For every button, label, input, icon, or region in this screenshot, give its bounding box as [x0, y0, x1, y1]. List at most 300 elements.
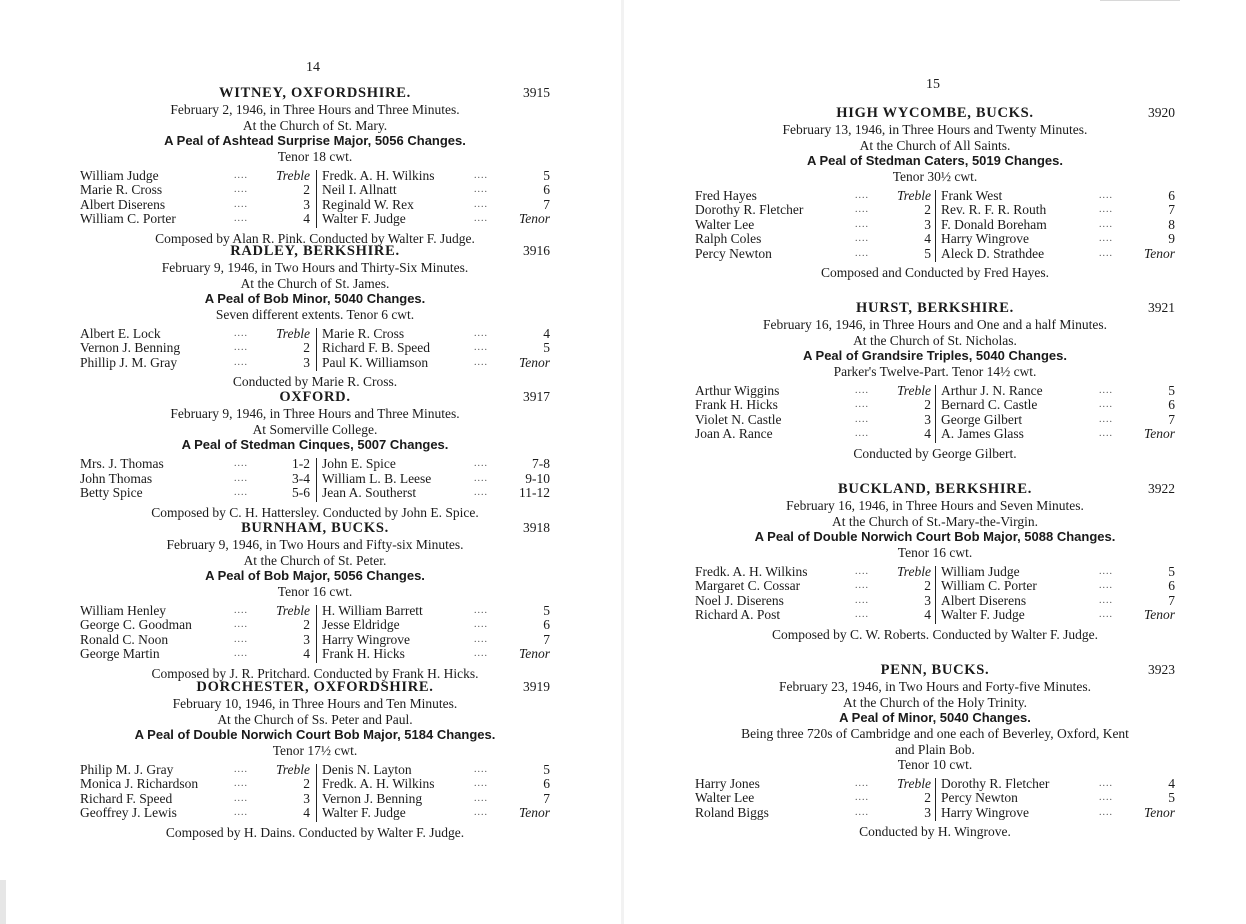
- peal-record: [695, 104, 1175, 281]
- column-divider: [935, 385, 936, 443]
- peal-method: A Peal of Ashtead Surprise Major, 5056 Changes.: [164, 133, 466, 148]
- peal-heading: [80, 242, 550, 260]
- column-divider: [935, 778, 936, 822]
- leader-dots: ....: [234, 169, 248, 181]
- leader-dots: ....: [234, 778, 248, 789]
- page-edge-shadow: [0, 880, 6, 924]
- bell-number: 9-10: [525, 470, 550, 486]
- peal-heading: [695, 299, 1175, 317]
- ringer-row: [695, 398, 931, 413]
- ringer-name: Albert E. Lock: [80, 325, 161, 341]
- ringer-row: [322, 356, 550, 371]
- bell-number: 2: [303, 776, 310, 791]
- bell-number: 7: [1168, 202, 1175, 217]
- leader-dots: ....: [234, 487, 248, 498]
- ringer-row: [941, 203, 1175, 218]
- bell-number: 2: [924, 578, 931, 593]
- ringer-name: Aleck D. Strathdee: [941, 245, 1045, 261]
- ringer-row: [695, 608, 931, 623]
- ringer-name: Ralph Coles: [695, 231, 762, 246]
- ringer-name: Albert Diserens: [80, 196, 166, 212]
- bell-number: 3: [924, 804, 931, 820]
- ringer-name: Dorothy R. Fletcher: [695, 202, 804, 217]
- ringer-name: Ronald C. Noon: [80, 631, 169, 647]
- ringers-band: [695, 384, 1175, 446]
- ringer-name: William C. Porter: [941, 578, 1037, 593]
- ringer-name: Percy Newton: [941, 790, 1018, 805]
- peal-detail: Tenor 30½ cwt.: [892, 169, 978, 184]
- ringer-row: [941, 565, 1175, 580]
- ringer-name: Frank H. Hicks: [695, 397, 778, 412]
- peal-credits: Conducted by George Gilbert.: [853, 445, 1017, 461]
- leader-dots: ....: [855, 399, 869, 410]
- leader-dots: ....: [1099, 384, 1113, 396]
- peal-credits: Composed by J. R. Pritchard. Conducted by Frank H. Hicks.: [151, 665, 479, 681]
- ringers-column-left: [80, 604, 310, 662]
- ringer-name: Arthur J. N. Rance: [941, 382, 1043, 398]
- bell-number: 3: [924, 592, 931, 608]
- leader-dots: ....: [1099, 189, 1113, 201]
- ringer-name: Phillip J. M. Gray: [80, 354, 178, 370]
- ringers-band: [80, 604, 550, 666]
- peal-detail: Tenor 16 cwt.: [897, 545, 973, 560]
- ringer-name: Vernon J. Benning: [322, 790, 423, 806]
- ringer-row: [322, 486, 550, 501]
- ringer-name: Paul K. Williamson: [322, 354, 429, 370]
- ringer-name: George Martin: [80, 646, 160, 661]
- peal-number: 3921: [1148, 300, 1175, 315]
- ringer-name: George C. Goodman: [80, 617, 192, 632]
- ringer-row: [941, 232, 1175, 247]
- ringer-name: H. William Barrett: [322, 602, 423, 618]
- ringer-name: Walter F. Judge: [322, 805, 406, 820]
- bell-number: 6: [543, 617, 550, 632]
- bell-number: 4: [1168, 775, 1175, 791]
- ringer-row: [695, 247, 931, 262]
- ringer-name: Harry Wingrove: [941, 804, 1030, 820]
- bell-number: Tenor: [1143, 426, 1175, 441]
- bell-number: 4: [303, 646, 310, 661]
- ringers-column-left: [695, 565, 931, 623]
- bell-number: 7: [543, 196, 550, 212]
- ringer-row: [80, 604, 310, 619]
- peal-venue: At the Church of the Holy Trinity.: [843, 694, 1027, 710]
- leader-dots: ....: [474, 807, 488, 818]
- ringer-name: Roland Biggs: [695, 804, 769, 820]
- peal-number: 3919: [523, 679, 550, 694]
- ringer-name: William Judge: [80, 167, 159, 183]
- ringers-band: [695, 777, 1175, 825]
- leader-dots: ....: [234, 619, 248, 630]
- ringers-band: [695, 565, 1175, 627]
- ringer-name: Walter Lee: [695, 790, 755, 805]
- ringer-row: [695, 218, 931, 233]
- ringer-row: [695, 232, 931, 247]
- bell-number: 7: [1168, 411, 1175, 427]
- peal-heading: [80, 678, 550, 696]
- leader-dots: ....: [855, 594, 869, 606]
- bell-number: 5: [924, 245, 931, 261]
- peal-credits: Composed and Conducted by Fred Hayes.: [821, 265, 1049, 280]
- leader-dots: ....: [474, 213, 488, 224]
- ringer-name: Fredk. A. H. Wilkins: [695, 563, 808, 579]
- bell-number: Treble: [275, 602, 310, 618]
- bell-number: 3: [303, 196, 310, 212]
- peal-credits: Composed by C. H. Hattersley. Conducted by John E. Spice.: [151, 504, 479, 520]
- leader-dots: ....: [855, 384, 869, 396]
- leader-dots: ....: [1099, 218, 1113, 230]
- leader-dots: ....: [1099, 413, 1113, 425]
- ringer-row: [322, 647, 550, 662]
- bell-number: 5-6: [292, 485, 310, 500]
- bell-number: 5: [543, 167, 550, 183]
- peal-detail: Parker's Twelve-Part. Tenor 14½ cwt.: [833, 364, 1037, 379]
- bell-number: 2: [924, 202, 931, 217]
- leader-dots: ....: [474, 633, 488, 645]
- ringer-name: Joan A. Rance: [695, 426, 773, 441]
- bell-number: 3: [924, 411, 931, 427]
- leader-dots: ....: [234, 327, 248, 339]
- ringer-row: [80, 618, 310, 633]
- ringer-name: George Gilbert: [941, 411, 1023, 427]
- ringer-name: Betty Spice: [80, 485, 143, 500]
- peal-number: 3916: [523, 243, 550, 258]
- leader-dots: ....: [1099, 594, 1113, 606]
- ringer-row: [322, 633, 550, 648]
- ringer-name: A. James Glass: [941, 426, 1024, 441]
- peal-detail: Tenor 10 cwt.: [897, 757, 973, 772]
- ringers-column-right: [941, 777, 1175, 821]
- leader-dots: ....: [1099, 399, 1113, 410]
- bell-number: 6: [1168, 578, 1175, 593]
- ringer-name: Walter F. Judge: [941, 607, 1025, 622]
- ringer-row: [695, 579, 931, 594]
- bell-number: 3: [303, 790, 310, 806]
- peal-venue: At the Church of St. Nicholas.: [853, 332, 1017, 348]
- bell-number: 4: [543, 325, 550, 341]
- ringer-name: Bernard C. Castle: [941, 397, 1038, 412]
- ringer-name: Noel J. Diserens: [695, 592, 784, 608]
- ringer-row: [80, 457, 310, 472]
- leader-dots: ....: [474, 356, 488, 368]
- ringer-name: Mrs. J. Thomas: [80, 456, 164, 471]
- page-edge-mark: [1100, 0, 1180, 1]
- leader-dots: ....: [1099, 609, 1113, 620]
- bell-number: Tenor: [518, 646, 550, 661]
- peal-venue: At the Church of St.-Mary-the-Virgin.: [832, 513, 1038, 529]
- column-divider: [316, 170, 317, 228]
- leader-dots: ....: [474, 778, 488, 789]
- ringers-column-left: [80, 763, 310, 821]
- peal-record: [695, 299, 1175, 462]
- peal-location: HIGH WYCOMBE, BUCKS.: [836, 105, 1034, 121]
- leader-dots: ....: [234, 633, 248, 645]
- peal-method: A Peal of Minor, 5040 Changes.: [839, 710, 1031, 725]
- leader-dots: ....: [234, 458, 248, 469]
- bell-number: 6: [1168, 187, 1175, 203]
- peal-record: [80, 84, 550, 247]
- peal-method: A Peal of Grandsire Triples, 5040 Changes.: [803, 348, 1067, 363]
- ringers-column-right: [322, 604, 550, 662]
- peal-date: February 2, 1946, in Three Hours and Three Minutes.: [170, 102, 460, 117]
- ringer-name: William Judge: [941, 563, 1020, 579]
- ringer-name: Fredk. A. H. Wilkins: [322, 167, 435, 183]
- ringer-name: Fredk. A. H. Wilkins: [322, 776, 435, 791]
- ringer-name: Harry Wingrove: [941, 231, 1030, 246]
- peal-location: HURST, BERKSHIRE.: [856, 300, 1014, 316]
- ringer-name: Richard A. Post: [695, 607, 781, 622]
- ringer-name: Jean A. Southerst: [322, 485, 417, 500]
- leader-dots: ....: [855, 247, 869, 259]
- bell-number: 1-2: [292, 456, 310, 471]
- leader-dots: ....: [234, 213, 248, 224]
- leader-dots: ....: [855, 413, 869, 425]
- peal-method: A Peal of Bob Minor, 5040 Changes.: [204, 291, 426, 306]
- ringer-row: [80, 486, 310, 501]
- peal-heading: [80, 519, 550, 537]
- ringer-row: [80, 763, 310, 778]
- ringer-name: Harry Jones: [695, 775, 760, 791]
- bell-number: 7: [543, 790, 550, 806]
- ringer-row: [941, 791, 1175, 806]
- column-divider: [316, 605, 317, 663]
- leader-dots: ....: [855, 204, 869, 215]
- ringer-row: [695, 384, 931, 399]
- ringers-column-left: [695, 777, 931, 821]
- ringer-name: Monica J. Richardson: [80, 776, 199, 791]
- ringers-column-right: [941, 384, 1175, 442]
- ringer-name: Philip M. J. Gray: [80, 761, 174, 777]
- ringer-row: [322, 792, 550, 807]
- bell-number: 2: [924, 397, 931, 412]
- ringers-band: [80, 327, 550, 375]
- ringer-row: [80, 792, 310, 807]
- bell-number: 7: [1168, 592, 1175, 608]
- peal-date: February 10, 1946, in Three Hours and Ten Minutes.: [172, 696, 458, 711]
- leader-dots: ....: [234, 648, 248, 659]
- bell-number: 5: [543, 340, 550, 355]
- peal-location: BURNHAM, BUCKS.: [241, 520, 389, 536]
- ringer-name: Walter Lee: [695, 216, 755, 232]
- ringer-row: [941, 427, 1175, 442]
- peal-venue: At Somerville College.: [252, 421, 378, 437]
- peal-number: 3915: [523, 85, 550, 100]
- bell-number: Tenor: [518, 354, 550, 370]
- leader-dots: ....: [1099, 204, 1113, 215]
- ringer-row: [322, 777, 550, 792]
- leader-dots: ....: [855, 806, 869, 818]
- ringers-column-right: [322, 169, 550, 227]
- leader-dots: ....: [855, 609, 869, 620]
- ringer-name: Geoffrey J. Lewis: [80, 805, 177, 820]
- peal-heading: [695, 661, 1175, 679]
- peal-venue: At the Church of All Saints.: [859, 137, 1011, 153]
- ringer-row: [322, 183, 550, 198]
- peal-method: A Peal of Stedman Cinques, 5007 Changes.: [181, 437, 449, 452]
- ringer-name: William Henley: [80, 602, 167, 618]
- leader-dots: ....: [474, 792, 488, 804]
- peal-record: [695, 661, 1175, 840]
- leader-dots: ....: [474, 184, 488, 195]
- ringer-row: [322, 327, 550, 342]
- peal-detail: Being three 720s of Cambridge and one each of Beverley, Oxford, Kent: [741, 726, 1129, 741]
- leader-dots: ....: [1099, 233, 1113, 244]
- ringer-row: [322, 212, 550, 227]
- bell-number: Tenor: [1143, 804, 1175, 820]
- ringer-name: Harry Wingrove: [322, 631, 411, 647]
- ringer-row: [80, 806, 310, 821]
- leader-dots: ....: [234, 807, 248, 818]
- bell-number: 5: [1168, 790, 1175, 805]
- peal-credits: Conducted by H. Wingrove.: [859, 824, 1011, 839]
- peal-credits: Composed by H. Dains. Conducted by Walter F. Judge.: [165, 824, 465, 840]
- bell-number: Treble: [896, 563, 931, 579]
- peal-date: February 9, 1946, in Two Hours and Fifty-six Minutes.: [166, 537, 464, 552]
- leader-dots: ....: [1099, 565, 1113, 577]
- peal-method: A Peal of Stedman Caters, 5019 Changes.: [806, 153, 1063, 168]
- ringers-column-right: [322, 457, 550, 501]
- ringer-row: [941, 247, 1175, 262]
- ringer-row: [941, 594, 1175, 609]
- ringer-row: [322, 169, 550, 184]
- bell-number: Treble: [275, 167, 310, 183]
- ringer-name: Violet N. Castle: [695, 411, 782, 427]
- ringer-row: [941, 806, 1175, 821]
- leader-dots: ....: [474, 342, 488, 353]
- ringer-name: John E. Spice: [322, 456, 396, 471]
- ringer-row: [695, 777, 931, 792]
- ringer-name: Denis N. Layton: [322, 761, 412, 777]
- ringer-row: [941, 608, 1175, 623]
- ringers-column-left: [695, 189, 931, 262]
- ringers-column-left: [80, 169, 310, 227]
- ringer-name: William L. B. Leese: [322, 470, 432, 486]
- ringer-name: Richard F. Speed: [80, 790, 173, 806]
- peal-credits: Conducted by Marie R. Cross.: [232, 374, 398, 389]
- ringer-name: Frank H. Hicks: [322, 646, 405, 661]
- bell-number: 3: [303, 354, 310, 370]
- ringer-row: [941, 189, 1175, 204]
- bell-number: 5: [543, 602, 550, 618]
- peal-heading: [695, 104, 1175, 122]
- leader-dots: ....: [234, 604, 248, 616]
- ringers-column-right: [941, 565, 1175, 623]
- leader-dots: ....: [855, 233, 869, 244]
- leader-dots: ....: [474, 619, 488, 630]
- peal-heading: [80, 388, 550, 406]
- bell-number: 4: [924, 426, 931, 441]
- peal-record: [80, 388, 550, 521]
- ringers-column-right: [322, 327, 550, 371]
- peal-number: 3923: [1148, 662, 1175, 677]
- ringer-name: Albert Diserens: [941, 592, 1027, 608]
- ringer-row: [80, 212, 310, 227]
- ringer-row: [941, 579, 1175, 594]
- peal-date: February 16, 1946, in Three Hours and Seven Minutes.: [786, 498, 1084, 513]
- column-divider: [935, 190, 936, 263]
- leader-dots: ....: [1099, 777, 1113, 789]
- ringer-row: [80, 341, 310, 356]
- ringer-row: [695, 189, 931, 204]
- peal-method: A Peal of Bob Major, 5056 Changes.: [205, 568, 425, 583]
- column-divider: [316, 328, 317, 372]
- leader-dots: ....: [474, 458, 488, 469]
- bell-number: 4: [924, 607, 931, 622]
- ringer-name: Fred Hayes: [695, 187, 757, 203]
- leader-dots: ....: [474, 472, 488, 484]
- bell-number: Treble: [896, 775, 931, 791]
- peal-record: [695, 480, 1175, 643]
- peal-method: A Peal of Double Norwich Court Bob Major, 5088 Changes.: [754, 529, 1116, 544]
- ringer-name: Marie R. Cross: [322, 325, 405, 341]
- peal-detail: Tenor 16 cwt.: [277, 584, 353, 599]
- peal-location: OXFORD.: [279, 389, 351, 405]
- leader-dots: ....: [474, 169, 488, 181]
- leader-dots: ....: [474, 487, 488, 498]
- bell-number: 6: [543, 776, 550, 791]
- peal-location: DORCHESTER, OXFORDSHIRE.: [196, 679, 434, 695]
- peal-number: 3920: [1148, 105, 1175, 120]
- peal-record: [80, 242, 550, 390]
- leader-dots: ....: [855, 189, 869, 201]
- peal-location: RADLEY, BERKSHIRE.: [230, 243, 400, 259]
- bell-number: 4: [303, 211, 310, 226]
- ringer-name: John Thomas: [80, 470, 153, 486]
- ringer-name: William C. Porter: [80, 211, 176, 226]
- peal-record: [80, 519, 550, 682]
- bell-number: Tenor: [1143, 607, 1175, 622]
- peal-detail: and Plain Bob.: [895, 741, 975, 757]
- ringer-name: Arthur Wiggins: [695, 382, 780, 398]
- ringer-row: [80, 633, 310, 648]
- peal-heading: [695, 480, 1175, 498]
- bell-number: 3: [924, 216, 931, 232]
- peal-detail: Tenor 17½ cwt.: [272, 743, 358, 758]
- leader-dots: ....: [855, 218, 869, 230]
- ringers-band: [80, 763, 550, 825]
- ringer-name: Marie R. Cross: [80, 182, 163, 197]
- page-number: 14: [306, 60, 320, 75]
- leader-dots: ....: [234, 472, 248, 484]
- leader-dots: ....: [855, 792, 869, 803]
- ringer-row: [695, 791, 931, 806]
- peal-number: 3917: [523, 389, 550, 404]
- peal-venue: At the Church of St. James.: [240, 275, 390, 291]
- ringer-row: [941, 384, 1175, 399]
- ringer-row: [80, 647, 310, 662]
- ringer-row: [80, 183, 310, 198]
- ringer-row: [80, 327, 310, 342]
- leader-dots: ....: [234, 198, 248, 210]
- bell-number: 4: [924, 231, 931, 246]
- column-divider: [316, 764, 317, 822]
- bell-number: Tenor: [1143, 245, 1175, 261]
- ringer-name: Margaret C. Cossar: [695, 578, 801, 593]
- ringer-name: Walter F. Judge: [322, 211, 406, 226]
- bell-number: Treble: [896, 187, 931, 203]
- leader-dots: ....: [855, 428, 869, 439]
- ringer-name: Richard F. B. Speed: [322, 340, 431, 355]
- ringer-name: Vernon J. Benning: [80, 340, 181, 355]
- ringer-row: [322, 472, 550, 487]
- bell-number: 6: [543, 182, 550, 197]
- bell-number: 2: [924, 790, 931, 805]
- ringer-row: [941, 218, 1175, 233]
- ringer-row: [80, 356, 310, 371]
- ringer-name: Frank West: [941, 187, 1003, 203]
- bell-number: 2: [303, 340, 310, 355]
- leader-dots: ....: [1099, 792, 1113, 803]
